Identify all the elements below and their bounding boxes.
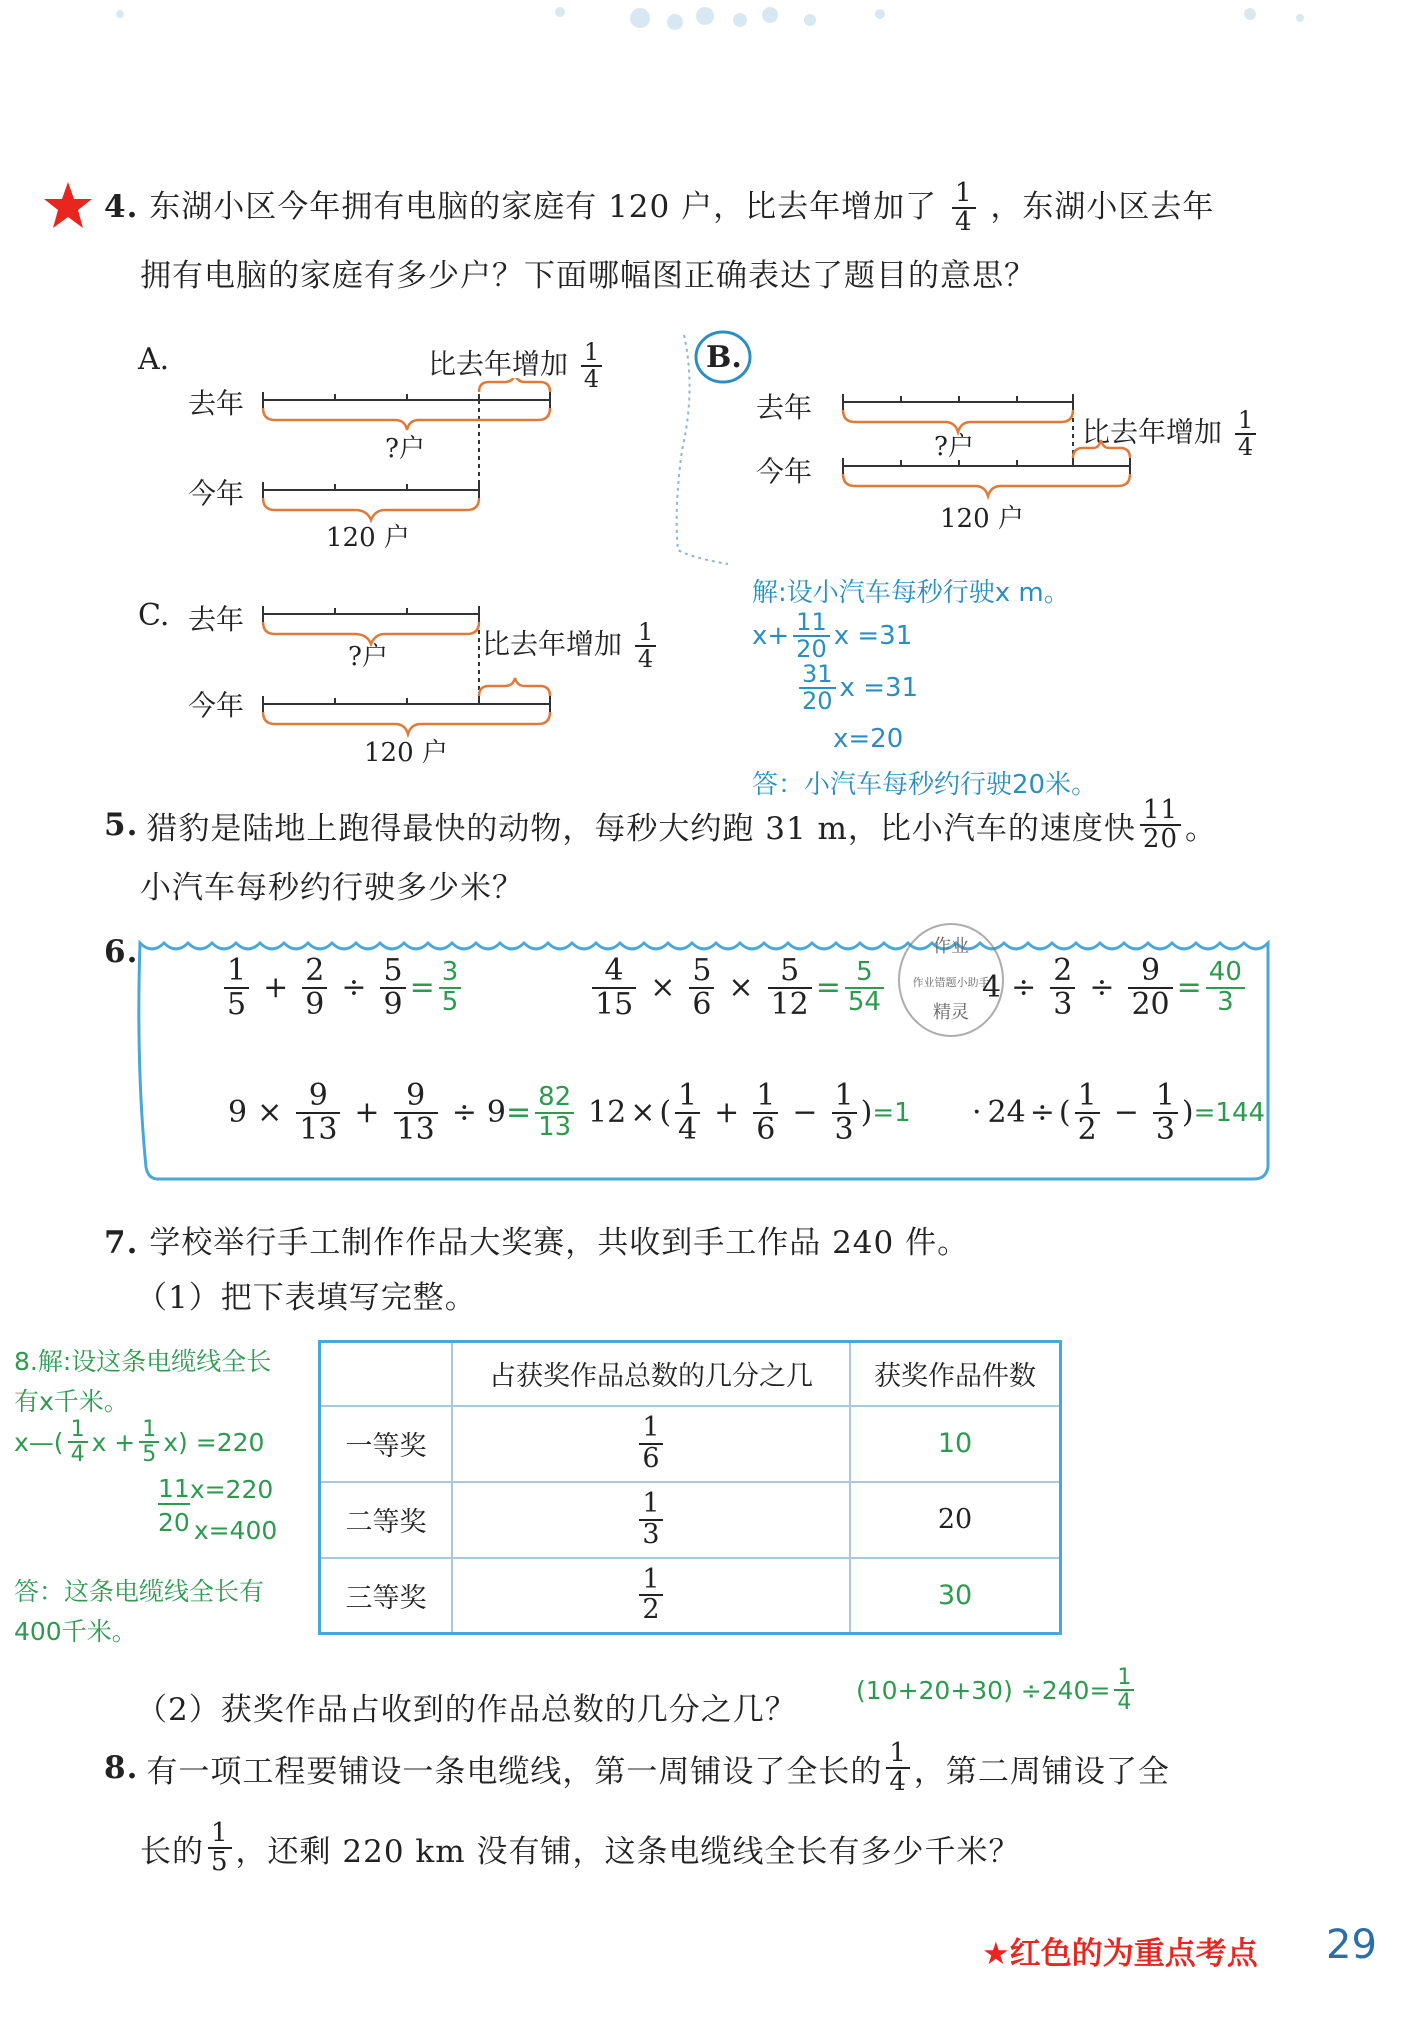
page-number: 29 [1326, 1922, 1377, 1968]
expression-2: $\frac{4}{15}$ × $\frac{5}{6}$ × $\frac{5}{12}$ = $\frac{5}{54}$ [588, 955, 888, 1020]
increase-label: 比去年增加 $\frac{1}{4}$ [482, 620, 660, 672]
handwritten-q7-answer: (10+20+30) ÷240= $\frac{1}{4}$ [856, 1666, 1138, 1714]
handwritten-q8-line4: 11 x=220 [158, 1474, 274, 1504]
increase-label: 比去年增加 $\frac{1}{4}$ [1082, 408, 1260, 460]
handwritten-bracket [662, 330, 732, 570]
handwritten-q8-line2: 有x千米。 [14, 1387, 129, 1416]
last-year-label: 去年 [756, 391, 813, 424]
handwritten-q5-answer: 答：小汽车每秒约行驶20米。 [752, 770, 1098, 800]
question-4-line2: 拥有电脑的家庭有多少户？下面哪幅图正确表达了题目的意思？ [140, 258, 1036, 294]
fraction-cell: $\frac{1}{3}$ [452, 1482, 850, 1558]
question-5-line2: 小汽车每秒约行驶多少米？ [140, 870, 524, 906]
count-cell[interactable]: 30 [850, 1558, 1061, 1634]
key-point-star-icon [42, 180, 94, 230]
households-count-label: 120 户 [364, 738, 448, 768]
svg-text:作业错题小助手: 作业错题小助手 [912, 976, 990, 989]
handwritten-q8-answer2: 400千米。 [14, 1617, 137, 1646]
count-cell[interactable]: 10 [850, 1406, 1061, 1482]
table-header-cell: 获奖作品件数 [850, 1342, 1061, 1406]
fraction-cell: $\frac{1}{2}$ [452, 1558, 850, 1634]
expression-1: $\frac{1}{5}$ + $\frac{2}{9}$ ÷ $\frac{5}{9}$ = $\frac{3}{5}$ [220, 955, 465, 1020]
svg-text:精灵: 精灵 [933, 1002, 969, 1023]
unknown-households-label: ?户 [385, 434, 425, 464]
this-year-label: 今年 [188, 689, 245, 722]
table-row [320, 1558, 1061, 1634]
question-number: 6. [104, 934, 139, 970]
award-name-cell: 一等奖 [320, 1406, 453, 1482]
handwritten-q8-line3: x—( $\frac{1}{4}$ x + $\frac{1}{5}$ x) =220 [14, 1417, 265, 1468]
option-c-diagram [255, 598, 565, 738]
this-year-label: 今年 [188, 477, 245, 510]
last-year-label: 去年 [188, 603, 245, 636]
question-4-line1: 4. 东湖小区今年拥有电脑的家庭有 120 户，比去年增加了 $\frac{1}{4}$ ，东湖小区去年 [104, 178, 1215, 238]
footer-note: ★红色的为重点考点 [982, 1936, 1258, 1972]
question-8-line2: 长的 $\frac{1}{5}$ ，还剩 220 km 没有铺，这条电缆线全长有多少千米？ [140, 1818, 1021, 1878]
option-a-diagram [255, 378, 565, 523]
handwritten-q5-line3: $\frac{31}{20}$ x =31 [795, 662, 918, 714]
handwritten-q5-line4: x=20 [833, 724, 904, 754]
handwritten-q5-line2: x+ $\frac{11}{20}$ x =31 [752, 608, 913, 664]
option-a-label[interactable]: A. [138, 342, 170, 377]
question-number: 8. [104, 1750, 139, 1787]
question-7-part2: （2）获奖作品占收到的作品总数的几分之几？ [136, 1692, 797, 1728]
svg-text:作业: 作业 [933, 936, 969, 957]
unknown-households-label: ?户 [348, 642, 388, 672]
question-8-line1: 8. 有一项工程要铺设一条电缆线，第一周铺设了全长的 $\frac{1}{4}$ ，第二周铺设了全 [104, 1738, 1170, 1798]
question-5-line1: 5. 猎豹是陆地上跑得最快的动物，每秒大约跑 31 m，比小汽车的速度快 $\frac{11}{20}$ 。 [104, 795, 1218, 855]
question-number: 7. [104, 1225, 139, 1261]
households-count-label: 120 户 [940, 504, 1024, 534]
last-year-label: 去年 [188, 387, 245, 420]
handwritten-q5-line1: 解:设小汽车每秒行驶x m。 [752, 578, 1070, 608]
option-c-label[interactable]: C. [138, 598, 170, 633]
expression-3: 4 ÷ $\frac{2}{3}$ ÷ $\frac{9}{20}$ = $\frac{40}{3}$ [982, 955, 1249, 1020]
this-year-label: 今年 [756, 455, 813, 488]
expression-4: 9 × $\frac{9}{13}$ + $\frac{9}{13}$ ÷ 9 = $\frac{82}{13}$ [228, 1080, 578, 1145]
increase-label: 比去年增加 $\frac{1}{4}$ [428, 340, 606, 392]
expression-5: 12 × ( $\frac{1}{4}$ + $\frac{1}{6}$ − $\frac{1}{3}$ ) =1 [588, 1078, 911, 1147]
handwritten-q8-line5: 20 x=400 [158, 1508, 278, 1545]
table-header-cell: 占获奖作品总数的几分之几 [452, 1342, 850, 1406]
award-name-cell: 三等奖 [320, 1558, 453, 1634]
top-decoration [0, 0, 1401, 40]
table-header-row [320, 1342, 1061, 1406]
question-7-line1: 7. 学校举行手工制作作品大奖赛，共收到手工作品 240 件。 [104, 1225, 970, 1261]
fraction-cell: $\frac{1}{6}$ [452, 1406, 850, 1482]
award-name-cell: 二等奖 [320, 1482, 453, 1558]
unknown-households-label: ?户 [934, 432, 974, 462]
handwritten-q8-line1: 8.解:设这条电缆线全长 [14, 1347, 272, 1376]
awards-table [318, 1340, 1062, 1635]
count-cell: 20 [850, 1482, 1061, 1558]
question-number: 5. [104, 807, 139, 844]
table-row [320, 1482, 1061, 1558]
households-count-label: 120 户 [326, 523, 410, 553]
star-icon: ★ [982, 1936, 1010, 1972]
question-7-part1: （1）把下表填写完整。 [136, 1280, 477, 1316]
option-b-diagram [835, 388, 1135, 503]
fraction: $\frac{1}{4}$ [952, 180, 976, 237]
table-row [320, 1406, 1061, 1482]
handwritten-q8-answer1: 答：这条电缆线全长有 [14, 1577, 265, 1606]
question-number: 4. [104, 188, 139, 225]
option-b-label[interactable]: B. [706, 340, 742, 375]
expression-6: · 24 ÷ ( $\frac{1}{2}$ − $\frac{1}{3}$ ) =144 [972, 1078, 1266, 1147]
